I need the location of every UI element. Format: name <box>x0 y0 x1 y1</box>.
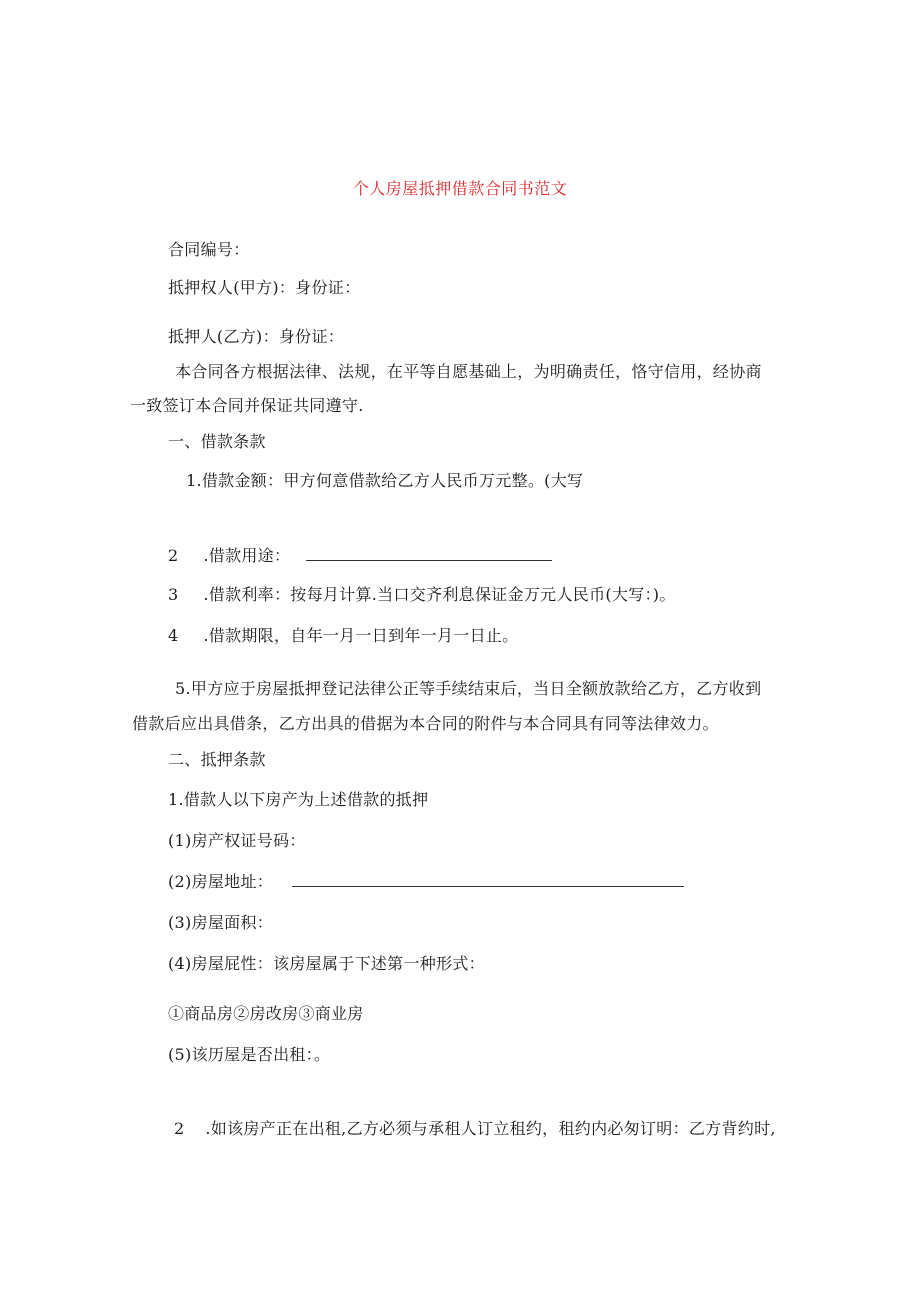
clause-1-5-line-1: 5.甲方应于房屋抵押登记法律公正等手续结束后，当日全额放款给乙方，乙方收到 <box>175 679 762 698</box>
section-1-heading: 一、借款条款 <box>168 432 266 451</box>
clause-1-2-text: .借款用途： <box>203 546 291 565</box>
section-2-heading: 二、抵押条款 <box>168 750 266 769</box>
document-title: 个人房屋抵押借款合同书范文 <box>352 179 568 198</box>
clause-2-1: 1.借款人以下房产为上述借款的抵押 <box>168 790 429 809</box>
clause-2-2 <box>174 1119 776 1139</box>
property-type-options: ①商品房②房改房③商业房 <box>168 1004 364 1023</box>
clause-1-4-text: .借款期限，自年一月一日到年一月一日止。 <box>203 626 519 645</box>
property-address-label: (2)房屋地址： <box>168 872 274 891</box>
clause-1-5-line-2: 借款后应出具借条，乙方出具的借据为本合同的附件与本合同具有同等法律效力。 <box>132 714 719 733</box>
property-area: (3)房屋面积： <box>168 913 274 932</box>
clause-1-4-number: 4 <box>168 626 179 645</box>
clause-1-3-number: 3 <box>168 585 179 604</box>
preamble-line-2: 一致签订本合同并保证共同遵守. <box>130 396 364 415</box>
property-type: (4)房屋屁性：该房屋属于下述第一种形式： <box>168 954 485 973</box>
clause-1-3 <box>168 585 676 605</box>
clause-1-1: 1.借款金额：甲方何意借款给乙方人民币万元整。(大写 <box>186 471 584 490</box>
clause-1-2-number: 2 <box>168 546 179 565</box>
mortgagor-line: 抵押人(乙方)：身份证： <box>168 327 345 346</box>
clause-1-3-text: .借款利率：按每月计算.当口交齐利息保证金万元人民币(大写：)。 <box>203 585 676 604</box>
address-blank-line <box>292 872 684 887</box>
clause-2-2-text: .如该房产正在出租,乙方必须与承租人订立租约，租约内必匆订明：乙方背约时, <box>205 1119 776 1138</box>
property-address <box>168 872 684 892</box>
clause-1-2 <box>168 546 552 566</box>
contract-number-label: 合同编号： <box>168 240 250 259</box>
property-cert-number: (1)房产权证号码： <box>168 831 306 850</box>
purpose-blank-line <box>306 546 552 561</box>
clause-2-2-number: 2 <box>174 1119 185 1138</box>
mortgagee-line: 抵押权人(甲方)：身份证： <box>168 278 361 297</box>
clause-1-4 <box>168 626 518 646</box>
preamble-line-1: 本合同各方根据法律、法规，在平等自愿基础上，为明确责任，恪守信用，经协商 <box>175 362 762 381</box>
property-rented: (5)该历屋是否出租：。 <box>168 1045 331 1064</box>
